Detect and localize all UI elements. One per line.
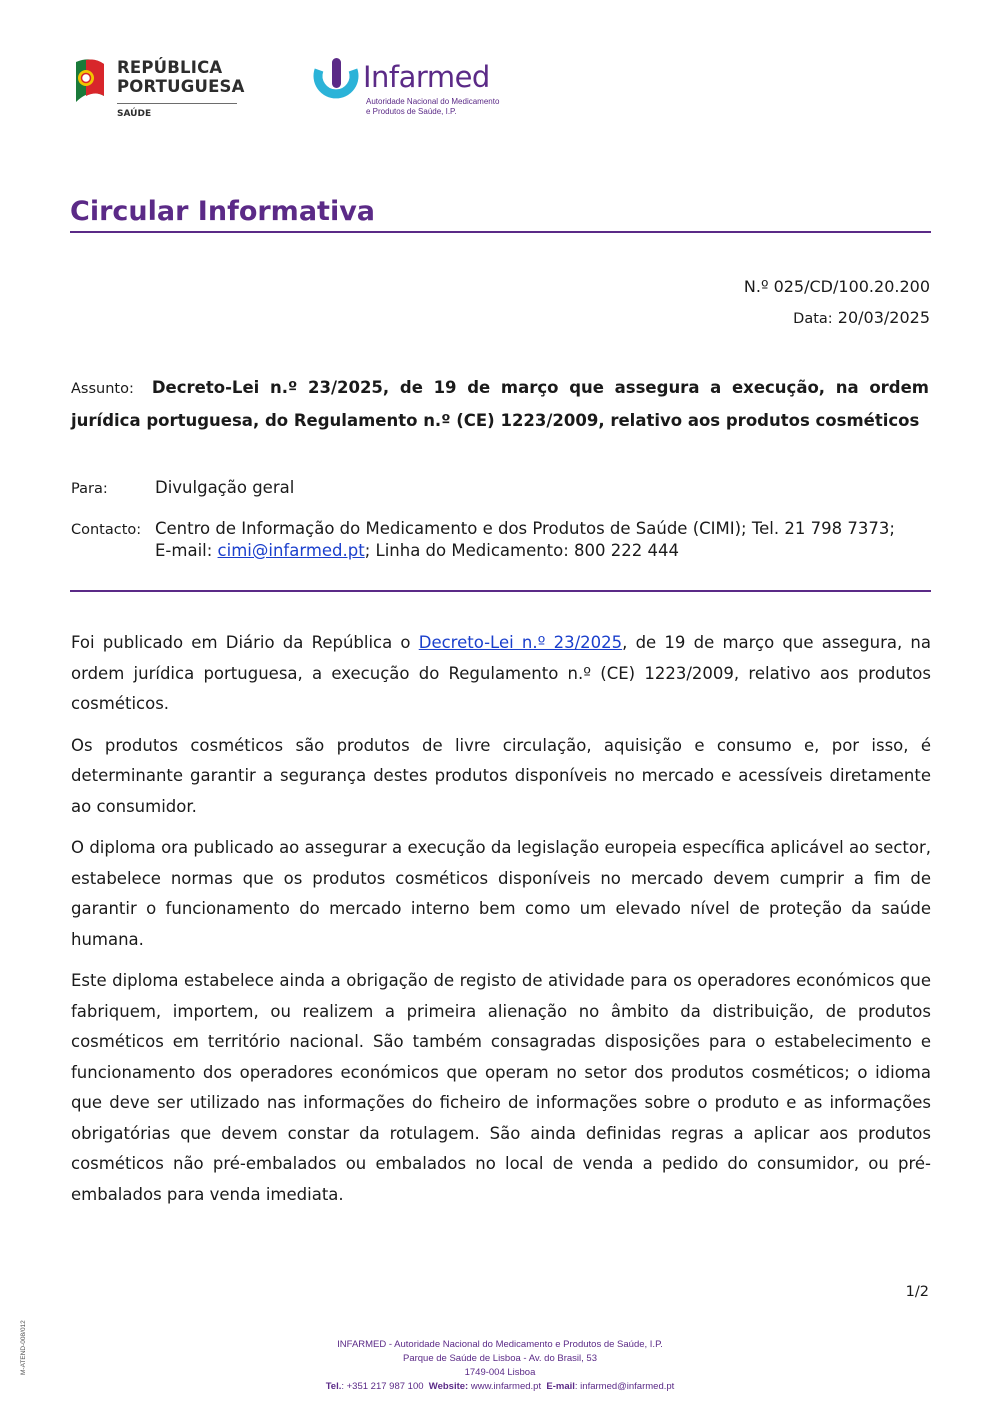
decree-link[interactable]: Decreto-Lei n.º 23/2025 <box>418 633 623 652</box>
paragraph-4: Este diploma estabelece ainda a obrigação de registo de atividade para os operadores económicos que fabriquem, importem, ou realizem a primeira alienação no âmbito da distribuição, de produtos cosméticos em território nacional. São também consagradas disposições para o estabelecimento e funcionamento dos operadores económicos que operam no setor dos produtos cosméticos; o idioma que deve ser utilizado nas informações do ficheiro de informações sobre o produto e as informações obrigatórias que devem constar da rotulagem. São ainda definidas regras a aplicar aos produtos cosméticos não pré-embalados ou embalados no local de venda a pedido do consumidor, ou pré-embalados para venda imediata. <box>71 971 931 1204</box>
subject-label: Assunto: <box>71 381 134 397</box>
footer-website: www.infarmed.pt <box>468 1381 542 1392</box>
body-content <box>71 628 931 1221</box>
date-value: 20/03/2025 <box>837 308 930 327</box>
page-title: Circular Informativa <box>70 196 376 227</box>
contact-label: Contacto: <box>71 522 142 538</box>
recipient-label: Para: <box>71 481 108 497</box>
header-divider <box>70 590 931 592</box>
circular-number: N.º 025/CD/100.20.200 <box>743 277 930 296</box>
infarmed-tagline: Autoridade Nacional do Medicamento e Produtos de Saúde, I.P. <box>366 97 500 116</box>
republica-portuguesa-logo <box>70 58 245 124</box>
contact-email-link[interactable]: cimi@infarmed.pt <box>217 541 365 560</box>
portuguesa-text: PORTUGUESA <box>117 77 245 96</box>
paragraph-1: Foi publicado em Diário da República o Decreto-Lei n.º 23/2025, de 19 de março que assegura, na ordem jurídica portuguesa, a execução do Regulamento n.º (CE) 1223/2009, relativo aos produtos cosméticos. <box>71 633 932 713</box>
saude-text: SAÚDE <box>117 109 152 119</box>
page-number: 1/2 <box>905 1284 929 1300</box>
contact-line2: E-mail: cimi@infarmed.pt; Linha do Medicamento: 800 222 444 <box>155 541 680 560</box>
subject-block <box>71 372 929 436</box>
title-divider <box>70 231 931 233</box>
republica-text: REPÚBLICA <box>117 58 223 77</box>
footer-postcode: 1749-004 Lisboa <box>464 1367 536 1378</box>
recipient-row <box>71 478 294 497</box>
subject-text: Decreto-Lei n.º 23/2025, de 19 de março que assegura a execução, na ordem jurídica portuguesa, do Regulamento n.º (CE) 1223/2009, relativo aos produtos cosméticos <box>71 378 929 430</box>
circular-date <box>793 308 930 327</box>
infarmed-wordmark: Infarmed <box>363 60 490 94</box>
paragraph-3: O diploma ora publicado ao assegurar a execução da legislação europeia específica aplicável ao sector, estabelece normas que os produtos cosméticos disponíveis no mercado devem cumprir a fim de garantir o funcionamento do mercado interno bem como um elevado nível de proteção da saúde humana. <box>71 838 931 949</box>
contact-line1: Centro de Informação do Medicamento e dos Produtos de Saúde (CIMI); Tel. 21 798 7373; <box>155 519 895 538</box>
infarmed-mark-icon <box>313 56 359 106</box>
recipient-value: Divulgação geral <box>155 478 295 497</box>
infarmed-logo <box>313 56 503 126</box>
footer-org: INFARMED - Autoridade Nacional do Medicamento e Produtos de Saúde, I.P. <box>337 1339 663 1350</box>
footer-address: Parque de Saúde de Lisboa - Av. do Brasil, 53 <box>402 1353 597 1364</box>
footer-email: : infarmed@infarmed.pt <box>574 1381 675 1392</box>
paragraph-2: Os produtos cosméticos são produtos de livre circulação, aquisição e consumo e, por isso, é determinante garantir a segurança destes produtos disponíveis no mercado e acessíveis diretamente ao consumidor. <box>71 735 931 816</box>
portugal-flag-icon <box>70 58 110 108</box>
footer <box>0 1338 1000 1394</box>
footer-contacts: Tel.: +351 217 987 100 Website: www.infarmed.pt E-mail: infarmed@infarmed.pt <box>325 1381 675 1392</box>
logo-divider <box>117 103 237 104</box>
form-code: M-ATEND-008/012 <box>20 1320 27 1375</box>
date-label: Data: <box>793 311 833 327</box>
